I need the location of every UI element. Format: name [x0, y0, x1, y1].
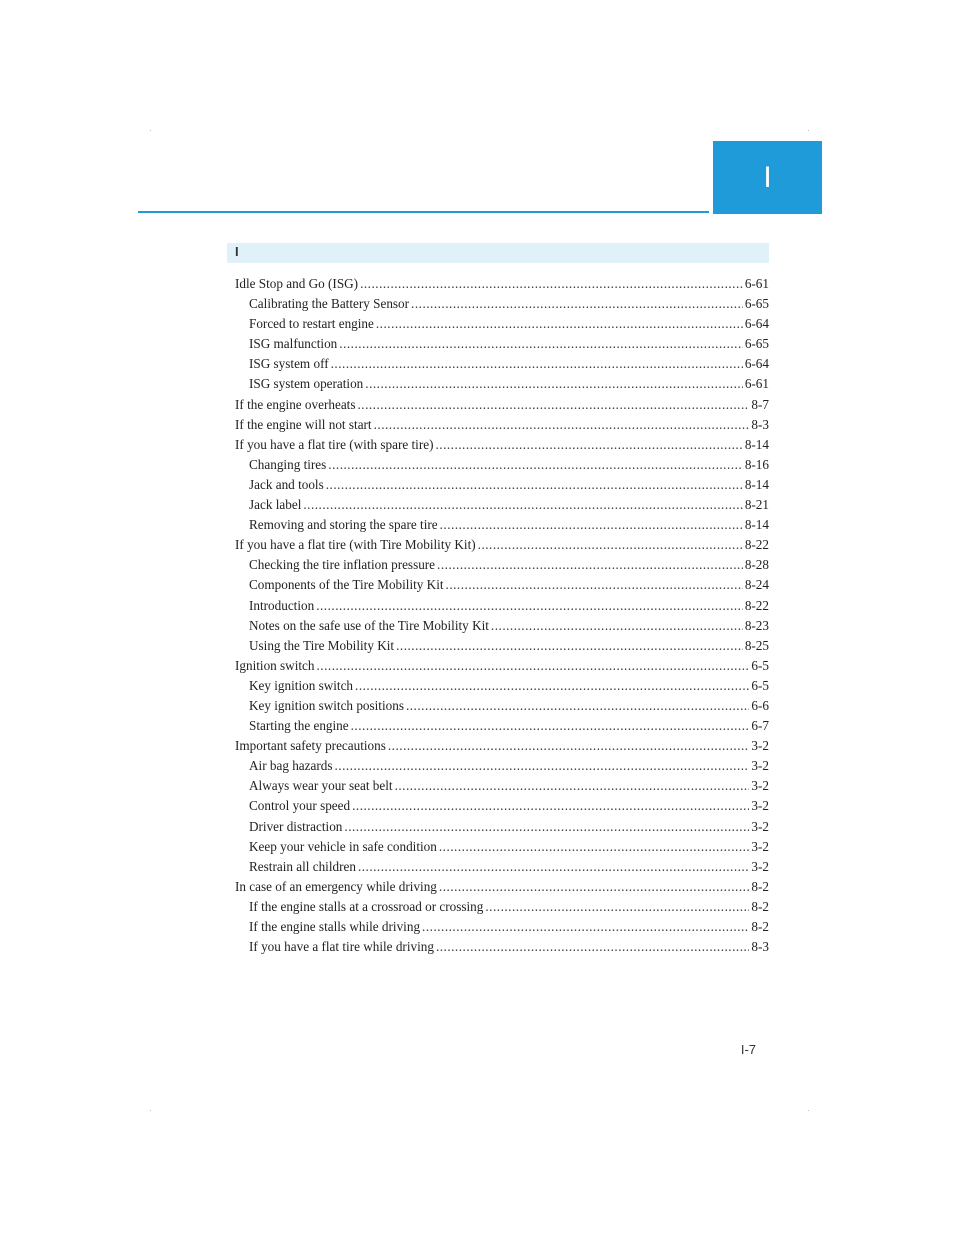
entry-label: Ignition switch — [235, 657, 315, 673]
entry-page-ref: 8-14 — [744, 436, 769, 452]
index-subentry — [235, 937, 769, 957]
entry-page-ref: 3-2 — [751, 758, 769, 774]
index-entry — [235, 877, 769, 897]
dot-leader — [328, 455, 743, 475]
index-subentry — [235, 495, 769, 515]
entry-page-ref: 6-5 — [751, 657, 769, 673]
entry-label: Forced to restart engine — [249, 316, 374, 332]
dot-leader — [440, 515, 743, 535]
entry-label: Using the Tire Mobility Kit — [249, 637, 395, 653]
entry-label: Restrain all children — [249, 858, 356, 874]
index-subentry — [235, 294, 769, 314]
entry-label: If you have a flat tire while driving — [249, 939, 434, 955]
dot-leader — [422, 917, 749, 937]
entry-page-ref: 3-2 — [751, 798, 769, 814]
dot-leader — [436, 937, 749, 957]
entry-label: Important safety precautions — [235, 738, 386, 754]
entry-label: Always wear your seat belt — [249, 778, 393, 794]
dot-leader — [446, 575, 743, 595]
dot-leader — [478, 535, 743, 555]
entry-page-ref: 6-65 — [744, 296, 769, 312]
index-subentry — [235, 917, 769, 937]
dot-leader — [396, 636, 743, 656]
index-subentry — [235, 616, 769, 636]
dot-leader — [491, 616, 743, 636]
index-subentry — [235, 857, 769, 877]
index-subentry — [235, 897, 769, 917]
dot-leader — [376, 314, 743, 334]
entry-label: Notes on the safe use of the Tire Mobility Kit — [249, 617, 489, 633]
entry-label: Air bag hazards — [249, 758, 333, 774]
entry-page-ref: 6-61 — [744, 376, 769, 392]
entry-label: Idle Stop and Go (ISG) — [235, 276, 359, 291]
entry-label: If the engine overheats — [235, 396, 356, 412]
index-subentry — [235, 696, 769, 716]
index-subentry — [235, 515, 769, 535]
entry-label: If you have a flat tire (with Tire Mobility Kit) — [235, 537, 476, 553]
index-subentry — [235, 334, 769, 354]
index-subentry — [235, 776, 769, 796]
entry-page-ref: 8-2 — [751, 919, 769, 934]
dot-leader — [406, 696, 749, 716]
entry-page-ref: 8-2 — [751, 898, 769, 914]
dot-leader — [437, 555, 743, 575]
index-subentry — [235, 575, 769, 595]
entry-label: Components of the Tire Mobility Kit — [249, 577, 444, 593]
index-entry — [235, 736, 769, 756]
index-subentry — [235, 817, 769, 837]
index-subentry — [235, 455, 769, 475]
dot-leader — [435, 435, 742, 455]
dot-leader — [365, 374, 743, 394]
entry-label: Starting the engine — [249, 718, 349, 734]
entry-label: Checking the tire inflation pressure — [249, 557, 436, 573]
index-subentry — [235, 796, 769, 816]
crop-mark — [808, 130, 809, 131]
index-entry — [235, 395, 769, 415]
entry-label: ISG malfunction — [249, 336, 338, 352]
header-rule — [138, 211, 709, 213]
entry-page-ref: 8-22 — [744, 537, 769, 553]
entry-label: ISG system off — [249, 356, 329, 372]
dot-leader — [355, 676, 749, 696]
entry-page-ref: 8-3 — [751, 416, 769, 432]
index-subentry — [235, 837, 769, 857]
entry-label: Driver distraction — [249, 818, 343, 834]
index-entry — [235, 535, 769, 555]
index-subentry — [235, 314, 769, 334]
entry-label: If the engine stalls at a crossroad or crossing — [249, 898, 484, 914]
entry-page-ref: 8-14 — [744, 476, 769, 492]
dot-leader — [344, 817, 749, 837]
index-subentry — [235, 676, 769, 696]
entry-label: If the engine will not start — [235, 416, 372, 432]
crop-mark — [808, 1110, 809, 1111]
entry-label: Key ignition switch positions — [249, 697, 404, 713]
entry-page-ref: 6-6 — [751, 697, 769, 713]
entry-page-ref: 6-5 — [751, 677, 769, 693]
index-entry — [235, 415, 769, 435]
dot-leader — [395, 776, 750, 796]
entry-page-ref: 6-65 — [744, 336, 769, 352]
entry-label: Key ignition switch — [249, 677, 354, 693]
dot-leader — [326, 475, 743, 495]
dot-leader — [334, 756, 749, 776]
crop-mark — [150, 1110, 151, 1111]
entry-label: Removing and storing the spare tire — [249, 517, 438, 533]
crop-mark — [150, 130, 151, 131]
entry-page-ref: 8-22 — [744, 597, 769, 613]
entry-page-ref: 3-2 — [751, 858, 769, 874]
dot-leader — [317, 656, 750, 676]
dot-leader — [388, 736, 750, 756]
index-subentry — [235, 756, 769, 776]
index-subentry — [235, 555, 769, 575]
dot-leader — [351, 716, 750, 736]
entry-page-ref: 8-14 — [744, 517, 769, 533]
entry-page-ref: 6-64 — [744, 316, 769, 332]
entry-label: Introduction — [249, 597, 315, 613]
entry-page-ref: 8-7 — [751, 396, 769, 412]
entry-page-ref: 3-2 — [751, 738, 769, 754]
dot-leader — [485, 897, 749, 917]
section-header-bar — [227, 243, 769, 263]
entry-page-ref: 8-16 — [744, 456, 769, 472]
entry-page-ref: 3-2 — [751, 818, 769, 834]
entry-label: Control your speed — [249, 798, 351, 814]
page-number: I-7 — [740, 1042, 756, 1057]
entry-page-ref: 8-24 — [744, 577, 769, 593]
entry-page-ref: 6-7 — [751, 718, 769, 734]
dot-leader — [374, 415, 750, 435]
entry-label: ISG system operation — [249, 376, 364, 392]
entry-page-ref: 3-2 — [751, 838, 769, 854]
dot-leader — [411, 294, 743, 314]
index-subentry — [235, 374, 769, 394]
index-entry — [235, 656, 769, 676]
dot-leader — [360, 274, 743, 294]
dot-leader — [339, 334, 743, 354]
index-subentry — [235, 716, 769, 736]
entry-page-ref: 8-21 — [744, 497, 769, 513]
entry-page-ref: 8-28 — [744, 557, 769, 573]
entry-label: If you have a flat tire (with spare tire) — [235, 436, 434, 452]
chapter-tab-letter: I — [763, 160, 772, 194]
entry-label: Calibrating the Battery Sensor — [249, 296, 410, 312]
dot-leader — [331, 354, 743, 374]
entry-page-ref: 8-25 — [744, 637, 769, 653]
entry-label: Jack label — [249, 497, 302, 513]
entry-page-ref: 8-2 — [751, 878, 769, 894]
dot-leader — [439, 877, 750, 897]
dot-leader — [439, 837, 750, 857]
chapter-tab — [713, 141, 822, 214]
section-letter: I — [235, 244, 239, 259]
index-subentry — [235, 636, 769, 656]
entry-label: Jack and tools — [249, 476, 324, 492]
index-subentry — [235, 596, 769, 616]
index-entry — [235, 435, 769, 455]
dot-leader — [358, 857, 749, 877]
entry-label: Changing tires — [249, 456, 327, 472]
entry-label: If the engine stalls while driving — [249, 919, 421, 934]
index-subentry — [235, 354, 769, 374]
entry-page-ref: 8-3 — [751, 939, 769, 955]
index-entry — [235, 274, 769, 294]
entry-page-ref: 6-64 — [744, 356, 769, 372]
index-subentry — [235, 475, 769, 495]
entry-page-ref: 3-2 — [751, 778, 769, 794]
entry-label: In case of an emergency while driving — [235, 878, 437, 894]
dot-leader — [303, 495, 742, 515]
index-entry-list — [235, 274, 769, 957]
dot-leader — [352, 796, 749, 816]
entry-page-ref: 8-23 — [744, 617, 769, 633]
entry-label: Keep your vehicle in safe condition — [249, 838, 437, 854]
dot-leader — [357, 395, 749, 415]
entry-page-ref: 6-61 — [744, 276, 769, 291]
dot-leader — [316, 596, 743, 616]
